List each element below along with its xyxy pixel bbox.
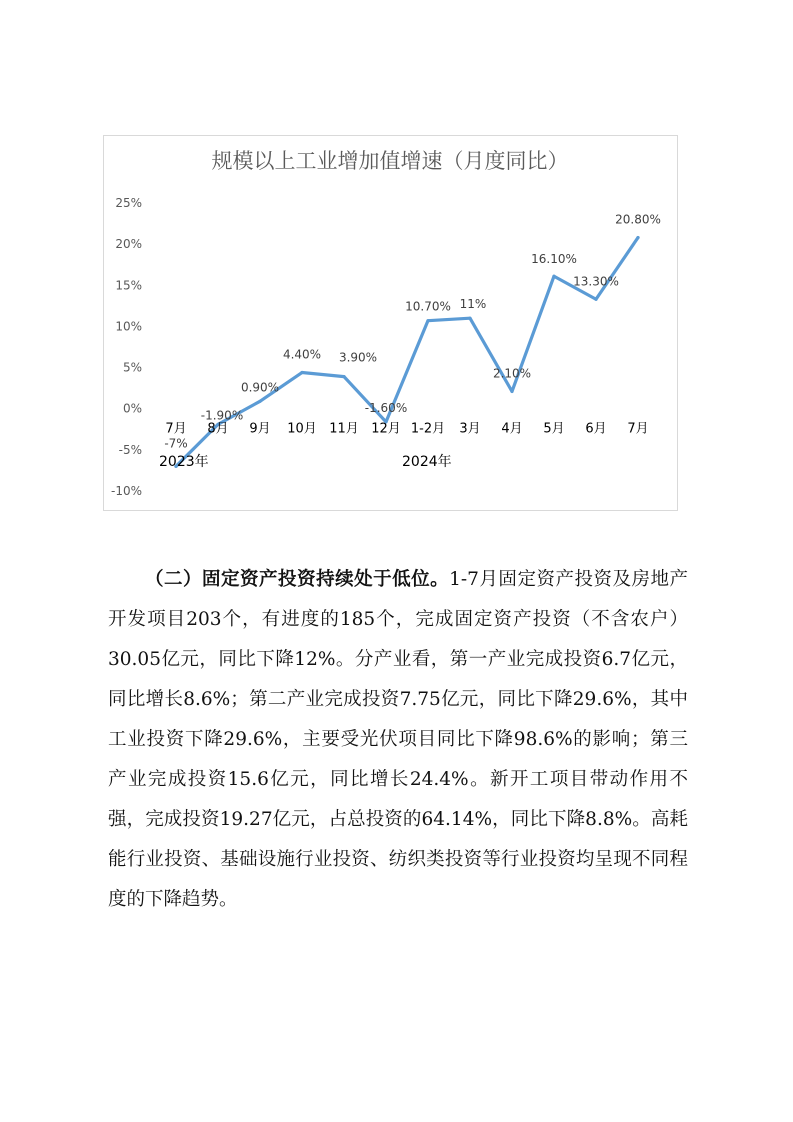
data-point	[300, 371, 303, 374]
data-point	[342, 375, 345, 378]
y-tick-label: 0%	[122, 401, 142, 416]
y-axis	[111, 196, 142, 498]
data-label: 20.80%	[615, 212, 661, 227]
series-line-group	[174, 236, 639, 468]
y-tick-label: 5%	[122, 360, 142, 375]
x-tick-label: 4月	[501, 421, 523, 437]
section-body: 1-7月固定资产投资及房地产开发项目203个，有进度的185个，完成固定资产投资（不含农户）30.05亿元，同比下降12%。分产业看，第一产业完成投资6.7亿元，同比增长8.6%；第二产业完成投资7.75亿元，同比下降29.6%，其中工业投资下降29.6%，主要受光伏项目同比下降98.6%的影响；第三产业完成投资15.6亿元，同比增长24.4%。新开工项目带动作用不强，完成投资19.27亿元，占总投资的64.14%，同比下降8.8%。高耗能行业投资、基础设施行业投资、纺织类投资等行业投资均呈现不同程度的下降趋势。	[108, 569, 688, 910]
y-tick-label: 20%	[115, 237, 142, 252]
data-point	[636, 236, 639, 239]
x-tick-label: 1-2月	[410, 421, 446, 437]
chart-container	[103, 135, 678, 511]
x-tick-label: 6月	[585, 421, 607, 437]
year-label-2024: 2024年	[402, 454, 452, 470]
y-tick-label: 10%	[115, 319, 142, 334]
data-label: -1.60%	[364, 400, 408, 415]
y-tick-label: -5%	[118, 442, 142, 457]
y-tick-label: 25%	[115, 196, 142, 210]
line-chart	[104, 136, 677, 510]
data-label: 16.10%	[531, 252, 577, 267]
x-tick-label: 7月	[165, 421, 187, 437]
x-tick-label: 7月	[627, 421, 649, 437]
body-paragraph	[108, 560, 688, 920]
x-tick-label: 3月	[459, 421, 481, 437]
x-tick-label: 5月	[543, 421, 565, 437]
y-tick-label: 15%	[115, 278, 142, 293]
data-point	[426, 319, 429, 322]
chart-title: 规模以上工业增加值增速（月度同比）	[211, 149, 569, 173]
data-label: 10.70%	[405, 299, 451, 314]
x-tick-label: 12月	[371, 421, 401, 437]
x-tick-label: 11月	[329, 421, 359, 437]
series-line	[176, 238, 638, 467]
data-label: 2.10%	[492, 366, 532, 381]
data-label-group	[164, 213, 661, 451]
data-label: -7%	[164, 436, 188, 451]
data-point	[510, 390, 513, 393]
data-point	[552, 275, 555, 278]
data-point	[468, 317, 471, 320]
year-label-2023: 2023年	[159, 454, 209, 470]
data-label: 11%	[459, 297, 487, 312]
x-tick-label: 8月	[207, 421, 229, 437]
data-label: 3.90%	[338, 350, 378, 365]
x-tick-label: 9月	[249, 421, 271, 437]
y-tick-label: -10%	[110, 484, 142, 498]
data-label: 13.30%	[573, 274, 619, 289]
x-axis	[165, 422, 648, 437]
section-heading: （二）固定资产投资持续处于低位。	[145, 569, 450, 590]
data-point	[258, 400, 261, 403]
data-label: 4.40%	[282, 347, 322, 362]
data-label: -1.90%	[200, 408, 244, 423]
data-point	[594, 298, 597, 301]
data-label: 0.90%	[240, 380, 280, 395]
x-tick-label: 10月	[287, 421, 317, 437]
